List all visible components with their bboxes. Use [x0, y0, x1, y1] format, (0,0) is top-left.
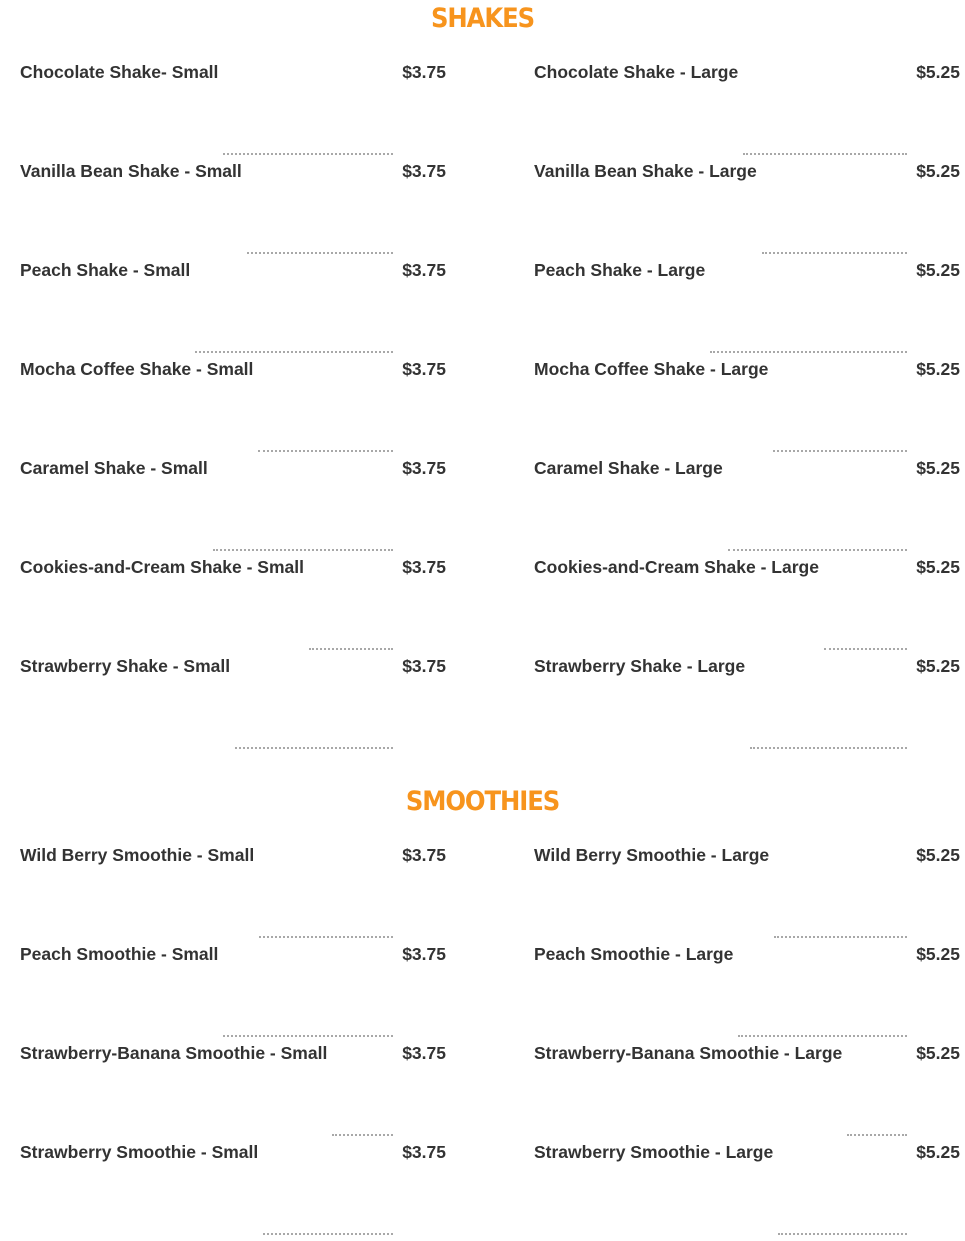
- dot-leader: [738, 1035, 907, 1037]
- item-price: $3.75: [402, 1043, 446, 1063]
- dot-leader: [259, 936, 393, 938]
- item-price: $5.25: [916, 656, 960, 676]
- dot-leader: [235, 747, 393, 749]
- dot-leader: [332, 1134, 393, 1136]
- item-price: $3.75: [402, 656, 446, 676]
- dot-leader: [223, 153, 393, 155]
- menu-item: [20, 1043, 446, 1142]
- section-title-shakes: SHAKES: [430, 3, 535, 34]
- menu-item: [534, 62, 960, 161]
- item-name: Strawberry Smoothie - Large: [534, 1142, 774, 1162]
- menu-item: [20, 260, 446, 359]
- item-price: $3.75: [402, 845, 446, 865]
- item-price: $3.75: [402, 260, 446, 280]
- item-price: $5.25: [916, 62, 960, 82]
- menu-item: [20, 359, 446, 458]
- item-name: Strawberry Smoothie - Small: [20, 1142, 259, 1162]
- item-name: Wild Berry Smoothie - Small: [20, 845, 255, 865]
- item-name: Peach Shake - Large: [534, 260, 706, 280]
- menu-item: [534, 359, 960, 458]
- menu-item: [20, 944, 446, 1043]
- item-name: Vanilla Bean Shake - Large: [534, 161, 757, 181]
- dot-leader: [247, 252, 393, 254]
- menu-item: [534, 656, 960, 755]
- item-name: Strawberry-Banana Smoothie - Large: [534, 1043, 843, 1063]
- dot-leader: [824, 648, 907, 650]
- item-price: $3.75: [402, 557, 446, 577]
- item-price: $5.25: [916, 944, 960, 964]
- menu-item: [534, 845, 960, 944]
- item-name: Vanilla Bean Shake - Small: [20, 161, 242, 181]
- menu-item: [534, 458, 960, 557]
- dot-leader: [258, 450, 393, 452]
- menu-item: [20, 1142, 446, 1241]
- item-price: $5.25: [916, 161, 960, 181]
- item-name: Caramel Shake - Small: [20, 458, 208, 478]
- item-price: $5.25: [916, 1043, 960, 1063]
- item-name: Strawberry Shake - Large: [534, 656, 746, 676]
- menu-item: [20, 557, 446, 656]
- item-name: Mocha Coffee Shake - Small: [20, 359, 254, 379]
- menu-item: [20, 656, 446, 755]
- item-price: $3.75: [402, 458, 446, 478]
- menu-item: [20, 62, 446, 161]
- dot-leader: [195, 351, 393, 353]
- item-price: $3.75: [402, 62, 446, 82]
- item-name: Mocha Coffee Shake - Large: [534, 359, 769, 379]
- item-price: $5.25: [916, 458, 960, 478]
- dot-leader: [762, 252, 907, 254]
- dot-leader: [213, 549, 393, 551]
- item-name: Peach Smoothie - Small: [20, 944, 219, 964]
- dot-leader: [728, 549, 908, 551]
- dot-leader: [774, 936, 907, 938]
- section-title-smoothies: SMOOTHIES: [405, 786, 560, 817]
- menu-item: [20, 458, 446, 557]
- item-name: Cookies-and-Cream Shake - Large: [534, 557, 819, 577]
- item-name: Peach Shake - Small: [20, 260, 191, 280]
- dot-leader: [263, 1233, 393, 1235]
- item-name: Wild Berry Smoothie - Large: [534, 845, 770, 865]
- item-price: $5.25: [916, 845, 960, 865]
- dot-leader: [223, 1035, 393, 1037]
- item-name: Peach Smoothie - Large: [534, 944, 734, 964]
- item-name: Caramel Shake - Large: [534, 458, 723, 478]
- item-name: Strawberry Shake - Small: [20, 656, 231, 676]
- item-name: Strawberry-Banana Smoothie - Small: [20, 1043, 328, 1063]
- menu-item: [20, 845, 446, 944]
- item-price: $3.75: [402, 359, 446, 379]
- dot-leader: [847, 1134, 907, 1136]
- item-name: Chocolate Shake - Large: [534, 62, 739, 82]
- item-price: $5.25: [916, 557, 960, 577]
- item-name: Chocolate Shake- Small: [20, 62, 219, 82]
- shakes-menu-grid: [0, 62, 965, 755]
- item-price: $5.25: [916, 1142, 960, 1162]
- item-price: $3.75: [402, 944, 446, 964]
- item-price: $3.75: [402, 1142, 446, 1162]
- dot-leader: [309, 648, 393, 650]
- menu-item: [534, 557, 960, 656]
- menu-item: [534, 1142, 960, 1241]
- menu-item: [534, 260, 960, 359]
- item-name: Cookies-and-Cream Shake - Small: [20, 557, 304, 577]
- dot-leader: [750, 747, 907, 749]
- dot-leader: [710, 351, 907, 353]
- menu-item: [20, 161, 446, 260]
- menu-item: [534, 1043, 960, 1142]
- item-price: $3.75: [402, 161, 446, 181]
- dot-leader: [743, 153, 907, 155]
- menu-item: [534, 161, 960, 260]
- item-price: $5.25: [916, 260, 960, 280]
- dot-leader: [773, 450, 907, 452]
- menu-item: [534, 944, 960, 1043]
- dot-leader: [778, 1233, 907, 1235]
- item-price: $5.25: [916, 359, 960, 379]
- smoothies-menu-grid: [0, 845, 965, 1241]
